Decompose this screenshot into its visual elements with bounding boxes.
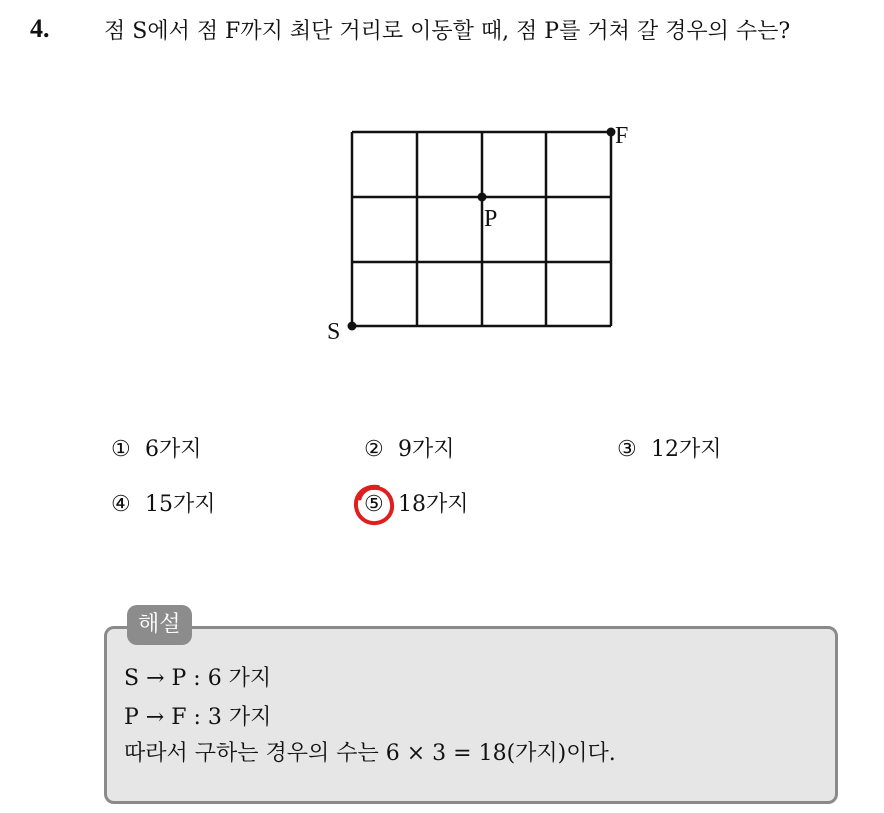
question-number: 4. (30, 14, 50, 43)
choice-4[interactable] (111, 491, 216, 519)
choice-label: 6가지 (145, 437, 202, 462)
through-label: P (484, 206, 498, 232)
choice-mark: ① (111, 437, 131, 462)
solution-tab: 해설 (127, 605, 192, 645)
start-label: S (327, 319, 341, 345)
choice-label: 18가지 (398, 492, 469, 517)
solution-line-3: 따라서 구하는 경우의 수는 6 × 3 = 18(가지)이다. (124, 741, 616, 766)
choice-1[interactable] (111, 436, 202, 464)
choice-mark: ④ (111, 492, 131, 517)
choice-mark: ③ (617, 437, 637, 462)
start-point (348, 322, 357, 331)
grid-figure (0, 0, 884, 400)
choice-label: 15가지 (145, 492, 216, 517)
choice-2[interactable] (364, 436, 455, 464)
choice-label: 12가지 (651, 437, 722, 462)
grid-lines (352, 132, 611, 326)
selected-answer-circle (352, 483, 396, 527)
choice-3[interactable] (617, 436, 722, 464)
choice-mark: ② (364, 437, 384, 462)
finish-label: F (615, 123, 629, 149)
solution-line-1: S → P : 6 가지 (124, 666, 272, 691)
question-text: 점 S에서 점 F까지 최단 거리로 이동할 때, 점 P를 거쳐 갈 경우의 수는? (104, 19, 791, 44)
through-point (478, 193, 487, 202)
solution-line-2: P → F : 3 가지 (124, 705, 272, 730)
choice-mark: ⑤ (364, 492, 384, 517)
choice-label: 9가지 (398, 437, 455, 462)
